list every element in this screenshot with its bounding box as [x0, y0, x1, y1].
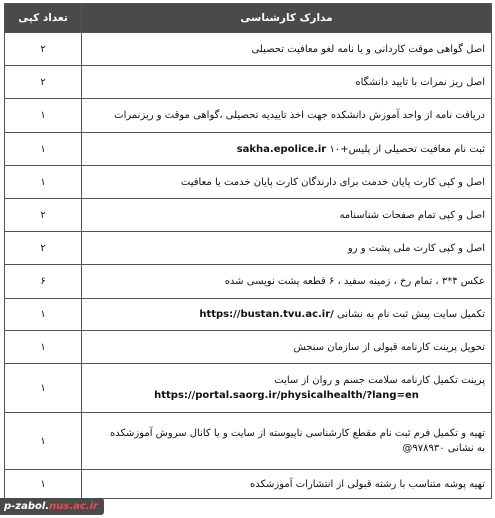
- copy-count-cell: ۱: [5, 470, 82, 499]
- document-text: پرینت تکمیل کارنامه سلامت جسم و روان از سایت: [274, 375, 485, 386]
- document-text: عکس ۴*۳ ، تمام رخ ، زمینه سفید ، ۶ قطعه پشت نویسی شده: [224, 276, 485, 287]
- copy-count-cell: ۱: [5, 99, 82, 133]
- document-cell: [82, 265, 492, 299]
- watermark-prefix: p-zabol.: [4, 501, 50, 512]
- document-text: تهیه و تکمیل فرم ثبت نام مقطع کارشناسی ناپیوسته از سایت و یا کانال سروش آموزشکده: [109, 428, 485, 439]
- table-row: [5, 331, 492, 364]
- table-row: [5, 265, 492, 299]
- table-row: [5, 66, 492, 99]
- document-cell: [82, 133, 492, 166]
- document-cell: [82, 364, 492, 413]
- document-line: [88, 373, 485, 388]
- document-line: [88, 340, 485, 355]
- table-row: [5, 166, 492, 199]
- copy-count-cell: ۲: [5, 232, 82, 265]
- table-header-row: [5, 4, 492, 33]
- document-text: تحویل پرینت کارنامه قبولی از سازمان سنجش: [293, 341, 485, 353]
- document-text: اصل و کپی کارت پایان خدمت برای دارندگان کارت پایان خدمت یا معافیت: [180, 176, 485, 188]
- document-line: [88, 142, 485, 157]
- document-text: دریافت نامه از واحد آموزش دانشکده جهت اخذ تاییدیه تحصیلی ،گواهی موقت و ریزنمرات: [114, 110, 485, 121]
- site-watermark: [0, 498, 104, 515]
- documents-table: [4, 3, 492, 499]
- copy-count-cell: ۱: [5, 331, 82, 364]
- table-row: [5, 232, 492, 265]
- document-cell: [82, 33, 492, 66]
- document-line: [88, 42, 485, 57]
- table-body: [5, 33, 492, 499]
- document-cell: [82, 331, 492, 364]
- document-line: [88, 108, 485, 123]
- header-copy-count: تعداد کپی: [5, 4, 82, 33]
- document-text: اصل گواهی موقت کاردانی و یا نامه لغو معافیت تحصیلی: [251, 43, 485, 55]
- table-row: [5, 99, 492, 133]
- copy-count-cell: ۶: [5, 265, 82, 299]
- copy-count-cell: ۲: [5, 199, 82, 232]
- header-documents: مدارک کارشناسی: [82, 4, 492, 33]
- document-line: [88, 175, 485, 190]
- table-row: [5, 33, 492, 66]
- table-row: [5, 470, 492, 499]
- document-line: [88, 477, 485, 492]
- document-line: [88, 75, 485, 90]
- table-row: [5, 299, 492, 331]
- copy-count-cell: ۱: [5, 133, 82, 166]
- document-cell: [82, 299, 492, 331]
- document-cell: [82, 232, 492, 265]
- document-text: تهیه پوشه متناسب با رشته قبولی از انتشارات آموزشکده: [250, 478, 485, 490]
- copy-count-cell: ۱: [5, 166, 82, 199]
- table-row: [5, 364, 492, 413]
- document-line: [88, 241, 485, 256]
- copy-count-cell: ۲: [5, 66, 82, 99]
- document-text: اصل و کپی تمام صفحات شناسنامه: [339, 209, 485, 221]
- document-line: [88, 274, 485, 289]
- document-cell: [82, 166, 492, 199]
- document-link-text: https://portal.saorg.ir/physicalhealth/?lang=en: [154, 390, 419, 401]
- document-link-text: sakha.epolice.ir: [236, 143, 327, 155]
- copy-count-cell: ۱: [5, 413, 82, 470]
- document-line: [88, 388, 485, 403]
- document-line: [88, 441, 485, 456]
- table-row: [5, 413, 492, 470]
- document-cell: [82, 99, 492, 133]
- copy-count-cell: ۱: [5, 364, 82, 413]
- document-text: به نشانی ۹۷۸۹۳۰@: [402, 443, 485, 454]
- watermark-accent: nus.ac.ir: [49, 501, 98, 512]
- copy-count-cell: ۲: [5, 33, 82, 66]
- document-text: تکمیل سایت پیش ثبت نام به نشانی: [333, 309, 485, 320]
- document-text: اصل و کپی کارت ملی پشت و رو: [347, 242, 485, 254]
- document-cell: [82, 470, 492, 499]
- document-cell: [82, 199, 492, 232]
- document-text: اصل ریز نمرات با تایید دانشگاه: [355, 76, 485, 88]
- document-line: [88, 426, 485, 441]
- document-line: [88, 307, 485, 322]
- document-text: ثبت نام معافیت تحصیلی از پلیس+۱۰: [326, 143, 485, 155]
- document-line: [88, 208, 485, 223]
- table-row: [5, 199, 492, 232]
- document-cell: [82, 66, 492, 99]
- document-link-text: https://bustan.tvu.ac.ir/: [199, 309, 334, 320]
- copy-count-cell: ۱: [5, 299, 82, 331]
- document-cell: [82, 413, 492, 470]
- table-row: [5, 133, 492, 166]
